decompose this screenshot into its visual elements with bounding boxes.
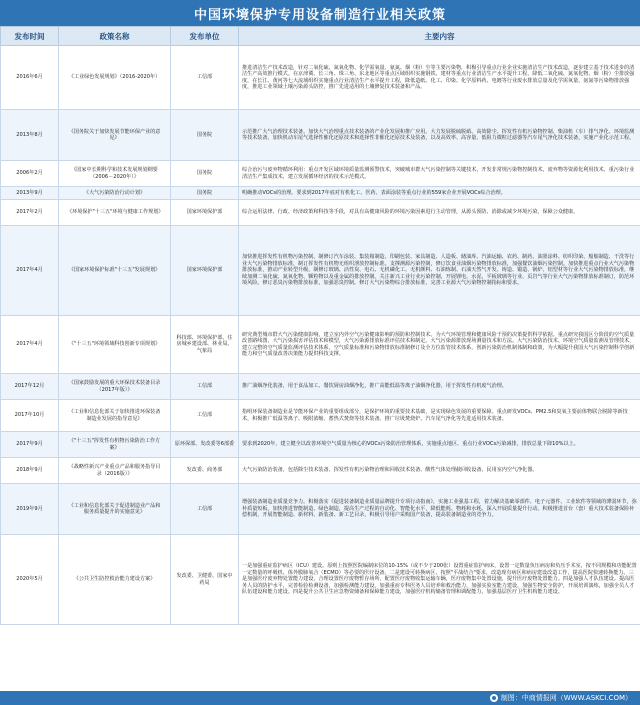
policy-content-cell: 增强装备制造业质量竞争力。积极落实《促进装备制造业质量品牌提升专项行动指南》，实施工业强基工程，着力解决基础零部件、电子元器件、工业软件等领域的薄弱环节，弥补质量短板。加快推进智能制造、绿色制造，提高生产过程的自动化、智能化水平，降低能耗、物耗和水耗。深入开展质量提升行动。积极推进首台（套）重大技术装备保险补偿机制，开展智能制造、新材料、新装备、新工艺目录，积极引导用户采购国产装备，提高装备制造业的竞争力。 <box>239 484 640 535</box>
policy-content-cell: 要求到2020年，建立健全以改善环境空气质量为核心的VOCs污染防治管理体系，实施重点地区、重点行业VOCs污染减排，排放总量下降10%以上。 <box>239 432 640 458</box>
policy-date-cell: 2016年6月 <box>1 46 59 110</box>
policy-name-cell: 《国家中长期科学和技术发展规划纲要（2006－2020年）》 <box>59 161 171 187</box>
policy-dept-cell: 工信部 <box>171 484 239 535</box>
table-row <box>1 535 640 625</box>
policy-content-cell: 推进清洁生产技术改造，针对二氧化硫、氮氧化物、化学需氧量、氨氮、烟（粉）尘等主要污染物，积极引导重点行业企业实施清洁生产技术改造，逐步建立基于技术进步的清洁生产高效推行模式。在京津冀、长三角、珠三角、东北地区等重点区域组织实施钢铁、建材等重点行业清洁生产水平提升工程，降低二氧化硫、氮氧化物、烟（粉）尘排放强度，在长江、黄河等七大流域组织实施重点行业清洁生产水平提升工程，降低造纸、化工、印染、化学原料药、电镀等行业废水排放总量及化学需氧量、氨氮等污染物排放强度，推进工业领域土壤污染源头防控，推广先进适用的土壤修复技术装备和产品。 <box>239 46 640 110</box>
table-row <box>1 316 640 374</box>
policy-name-cell: 《国家环境保护标准"十三五"发展规划》 <box>59 226 171 316</box>
policy-name-cell: 《工业绿色发展规划》（2016-2020年） <box>59 46 171 110</box>
policy-date-cell: 2017年4月 <box>1 316 59 374</box>
table-row <box>1 484 640 535</box>
policy-content-cell: 指明环保装备制造业是节能环保产业的重要组成部分，是保护环境的重要技术基础，是实现绿色发展的重要保障。重点研发VOCs、PM2.5和臭氧主要前体物联合脱除等新技术，积极推广低温等离子、吸附浓缩、蓄热式焚烧等技术装备。推广垃圾焚烧炉、汽车尾气净化等先进适用技术装备。 <box>239 400 640 432</box>
policy-content-cell: 综合运用法律、行政、经济政策和科技等手段，对具有高健康风险的环境污染因素进行主动管理，从源头预防、消除或减少环境污染，保障公众健康。 <box>239 200 640 226</box>
policy-date-cell: 2019年9月 <box>1 484 59 535</box>
policy-dept-cell: 工信部 <box>171 400 239 432</box>
policy-content-cell: 示范推广大气治理技术装备。加快大气治理重点技术装备的产业化发展和推广应用。大力发展脱硫脱硝、高效除尘、挥发性有机污染物控制、柴油机（车）排气净化、环境监测等技术装备，加快机动车尾气选择性催化还原技术和选择性非催化还原技术及装备，以及高效率、高容量、低阻力微粒过滤器等汽车尾气净化技术装备，实施产业化示范工程。 <box>239 110 640 161</box>
table-row <box>1 110 640 161</box>
policy-content-cell: 一是加强重症监护病区（ICU）建设。原则上按照医院编制床位的10-15%（或不少于200张）设置重症监护病床，设置一定数量负压病房和负压手术室，按不同规模和功能配置一定数量的呼吸机、体外膜肺氧合（ECMO）等必要的医疗设备。二是建设可转换病区，按照"平战结合"要求，改造现有病区和病房建设改造工作，提高医院快速转换能力。三是加强医疗废弃物处置能力建设，合理设置医疗废物暂存场所，配置医疗废物收集运输车辆，医疗废物集中处置设施，提升医疗废物处置能力。四是加强人才队伍建设。提高医务人员的防护水平，完善检验检测设备，加强检测能力建设。加强重症专科医务人员培养和救治能力，加强实验室能力建设，加强生物安全防护，开展培训演练，加强全员人才队伍建设和能力建设。四是提升公共卫生应急物资储备和保障能力建设，加强医疗机构储备管理和调配能力，加强基层医疗卫生机构能力建设。 <box>239 535 640 625</box>
policy-content-cell: 推广油烟净化装备，用于食品加工、餐饮厨房油烟净化，推广高能低温等离子油烟净化器，用于挥发性有机废气治理。 <box>239 374 640 400</box>
policy-table <box>0 26 640 625</box>
policy-name-cell: 《工业和信息化部关于加快推进环保装备制造业发展的指导意见》 <box>59 400 171 432</box>
policy-content-cell: 明确推动VOCs的治理。要求到2017年底对有机化工、医药、表面涂装等重点行业的559家企业开展VOCs综合治理。 <box>239 187 640 200</box>
policy-date-cell: 2017年2月 <box>1 200 59 226</box>
table-row <box>1 46 640 110</box>
table-row <box>1 161 640 187</box>
policy-date-cell: 2013年9月 <box>1 187 59 200</box>
policy-date-cell: 2017年10月 <box>1 400 59 432</box>
table-row <box>1 458 640 484</box>
policy-name-cell: 《国家鼓励发展的重大环保技术装备目录（2017年版）》 <box>59 374 171 400</box>
policy-dept-cell: 科技部、环境保护部、住房城乡建设部、林业局、气象局 <box>171 316 239 374</box>
table-body <box>1 46 640 625</box>
policy-name-cell: 《战略性新兴产业重点产品和服务指导目录（2016版）》 <box>59 458 171 484</box>
policy-dept-cell: 工信部 <box>171 374 239 400</box>
policy-name-cell: 《大气污染防治行动计划》 <box>59 187 171 200</box>
policy-dept-cell: 发改委、商务部 <box>171 458 239 484</box>
table-row <box>1 400 640 432</box>
policy-date-cell: 2017年4月 <box>1 226 59 316</box>
policy-content-cell: 加快推进挥发性有机物污染控制。制修订汽车涂装、集装箱制造、印刷包装、家具制造、人造板、储油库、汽油运输、农药、制药、油墨涂料、纺织印染、船舶制造、干洗等行业大气污染物排放标准，制订挥发性有机物无组织泄放控制标准。支撑测源污染控制，修订饮食业油烟污染物排放标准，加强餐饮油烟污染控制。加快推进重点行业大气污染物排放标准，推动产业转型升级，制修订玻璃、活性炭、电石、无机磷化工、无机颜料、石油炼制、石油天然气开发、铸造、锻造、锅炉、铝型材等行业大气污染物排放标准，继续加测二氧化硫、氮氧化物、颗粒物以及重金属的排放控制。关注新兴工业行业污染控制，开展锂电、水泥、平板玻璃等行业、页岩气等行业大气污染物排放标准制订，防范环境风险。修订恶臭污染物排放标准，加强恶臭控制。修订大气污染物综合排放标准，完善工业源大气污染物控制指标和要求。 <box>239 226 640 316</box>
header-name: 政策名称 <box>59 27 171 46</box>
policy-name-cell: 《国务院关于加快发展节能环保产业的意见》 <box>59 110 171 161</box>
askci-logo-icon <box>490 694 498 702</box>
policy-name-cell: 《"十三五"环境领域科技创新专项规划》 <box>59 316 171 374</box>
header-date: 发布时间 <box>1 27 59 46</box>
policy-date-cell: 2013年8月 <box>1 110 59 161</box>
policy-dept-cell: 国务院 <box>171 187 239 200</box>
policy-content-cell: 综合治污与废弃物循环利用：重点开发区域环境质量监测预警技术，突破城市群大气污染控制等关键技术，开发非常规污染物控制技术，废弃物等资源化利用技术，重污染行业清洁生产集成技术，建立发展循环经济的技术示范模式。 <box>239 161 640 187</box>
policy-dept-cell: 发改委、卫健委、国家中药局 <box>171 535 239 625</box>
policy-dept-cell: 国家环境保护部 <box>171 200 239 226</box>
policy-name-cell: 《环境保护"十三五"环境与健康工作规划》 <box>59 200 171 226</box>
footer-bar <box>0 691 640 705</box>
policy-dept-cell: 原环保部、发改委等6部委 <box>171 432 239 458</box>
policy-dept-cell: 国务院 <box>171 161 239 187</box>
policy-name-cell: 《"十三五"挥发性有机物污染防治工作方案》 <box>59 432 171 458</box>
table-row <box>1 432 640 458</box>
table-row <box>1 374 640 400</box>
footer-source: 制图：中商情报网（WWW.ASKCI.COM） <box>500 694 632 702</box>
table-row <box>1 226 640 316</box>
table-header-row <box>1 27 640 46</box>
page-title: 中国环境保护专用设备制造行业相关政策 <box>0 0 640 26</box>
policy-date-cell: 2017年12月 <box>1 374 59 400</box>
policy-name-cell: 《公共卫生防控救治能力建设方案》 <box>59 535 171 625</box>
policy-dept-cell: 工信部 <box>171 46 239 110</box>
table-row <box>1 200 640 226</box>
policy-date-cell: 2020年5月 <box>1 535 59 625</box>
policy-date-cell: 2018年9月 <box>1 458 59 484</box>
policy-content-cell: 大气污染防治装备，包括除尘技术装备、挥发性有机污染物治理和回收技术装备、酸性气体处理截回收设备、民用室内空气净化器。 <box>239 458 640 484</box>
header-dept: 发布单位 <box>171 27 239 46</box>
policy-date-cell: 2006年2月 <box>1 161 59 187</box>
table-row <box>1 187 640 200</box>
policy-dept-cell: 国务院 <box>171 110 239 161</box>
policy-date-cell: 2017年9月 <box>1 432 59 458</box>
policy-name-cell: 《工业和信息化部关于促进制造业产品和服务质量提升的实施意见》 <box>59 484 171 535</box>
header-content: 主要内容 <box>239 27 640 46</box>
policy-content-cell: 研究典型城市群大气污染健康影响，建立室内外空气污染健康影响的预防和控制技术。为大气环境管理和健康风险干预的决策提供科学依据。重点研究我国区分阶段的空气质量改善路线图，大气污染损害评估技术和模型，大气污染源排放标准评估技术和制定。大气污染源排放现场测量技术和方法。大气污染防治技术、环境空气质量监测及管理技术，建立完整的空气质量监测评估技术体系，空气质量标准和污染物排放标准制修订及全方位监管技术体系，创新污染防治机制体制和政策，为大幅提升我国大气污染控制科学创新能力和空气质量改善决策能力提供科技支撑。 <box>239 316 640 374</box>
policy-dept-cell: 国家环境保护部 <box>171 226 239 316</box>
